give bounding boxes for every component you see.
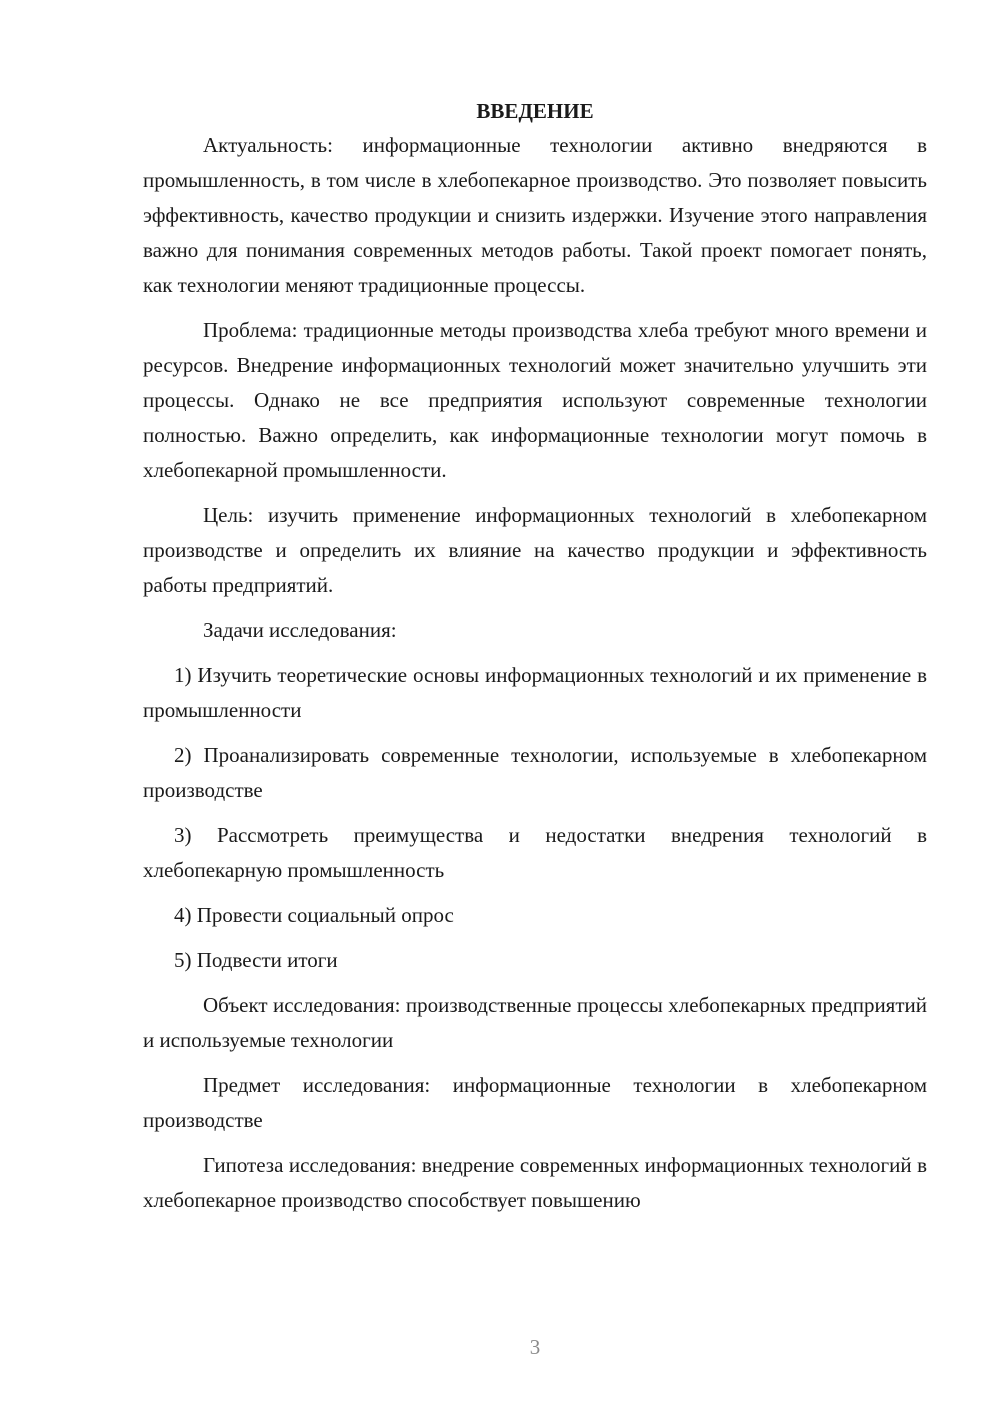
subject-paragraph: Предмет исследования: информационные технологии в хлебопекарном производстве [143, 1073, 927, 1132]
goal-paragraph: Цель: изучить применение информационных технологий в хлебопекарном производстве и определить их влияние на качество продукции и эффективность работы предприятий. [143, 503, 927, 597]
problem-paragraph: Проблема: традиционные методы производства хлеба требуют много времени и ресурсов. Внедрение информационных технологий может значительно улучшить эти процессы. Однако не все предприятия используют современные технологии полностью. Важно определить, как информационные технологии могут помочь в хлебопекарной промышленности. [143, 318, 927, 482]
task-item: 4) Провести социальный опрос [174, 903, 454, 927]
section-heading: ВВЕДЕНИЕ [476, 99, 594, 123]
relevance-paragraph: Актуальность: информационные технологии активно внедряются в промышленность, в том числе в хлебопекарное производство. Это позволяет повысить эффективность, качество продукции и снизить издержки. Изучение этого направления важно для понимания современных методов работы. Такой проект помогает понять, как технологии меняют традиционные процессы. [143, 133, 927, 297]
document-body [143, 95, 927, 1218]
hypothesis-paragraph: Гипотеза исследования: внедрение современных информационных технологий в хлебопекарное производство способствует повышению [143, 1153, 927, 1212]
task-item: 1) Изучить теоретические основы информационных технологий и их применение в промышленности [143, 663, 927, 722]
task-item: 3) Рассмотреть преимущества и недостатки внедрения технологий в хлебопекарную промышленность [143, 823, 927, 882]
task-item: 2) Проанализировать современные технологии, используемые в хлебопекарном производстве [143, 743, 927, 802]
tasks-title: Задачи исследования: [203, 618, 397, 642]
page-number: 3 [529, 1335, 541, 1359]
object-paragraph: Объект исследования: производственные процессы хлебопекарных предприятий и используемые технологии [143, 993, 927, 1052]
task-item: 5) Подвести итоги [174, 948, 338, 972]
